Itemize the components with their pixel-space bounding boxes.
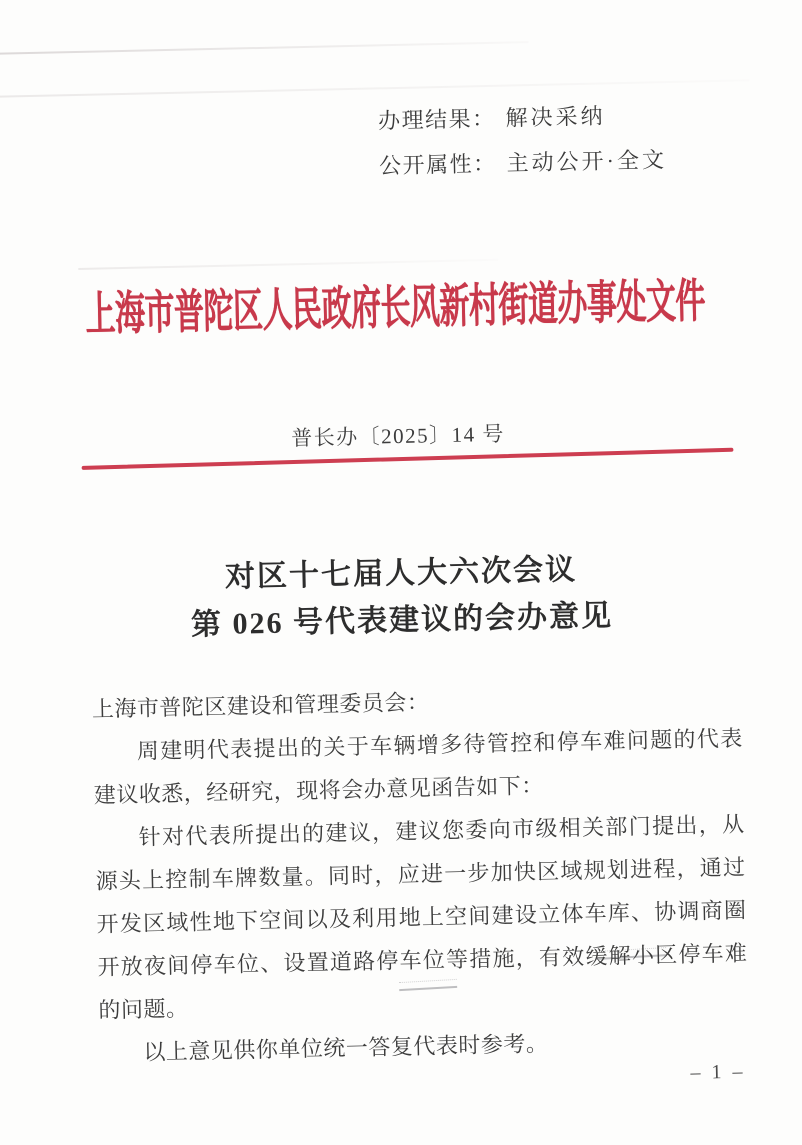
processing-result-value: 解决采纳	[505, 103, 606, 131]
publicity-line	[379, 137, 668, 188]
body-line: 针对代表所提出的建议，建议您委向市级相关部门提出，从	[138, 811, 745, 850]
body-line: 源头上控制车牌数量。同时，应进一步加快区域规划进程，通过	[95, 854, 746, 894]
processing-meta-block	[378, 92, 668, 188]
body-line: 的问题。	[98, 995, 189, 1023]
document-body	[91, 674, 749, 1075]
processing-result-line	[378, 92, 667, 143]
document-title-line2: 第 026 号代表建议的会办意见	[190, 599, 614, 642]
publicity-value: 主动公开·全文	[506, 147, 668, 176]
publicity-label: 公开属性：	[378, 150, 497, 179]
body-line: 以上意见供你单位统一答复代表时参考。	[143, 1030, 549, 1065]
body-line: 开发区域性地下空间以及利用地上空间建设立体车库、协调商圈	[96, 897, 747, 937]
processing-result-label: 办理结果：	[377, 105, 496, 134]
scan-streak-artifact	[0, 41, 528, 55]
document-title	[0, 541, 802, 652]
body-line: 周建明代表提出的关于车辆增多待管控和停车难问题的代表	[136, 725, 743, 764]
document-number: 普长办〔2025〕14 号	[290, 421, 506, 451]
body-line: 建议收悉，经研究，现将会办意见函告如下：	[93, 772, 544, 808]
letterhead-title: 上海市普陀区人民政府长风新村街道办事处文件	[85, 276, 706, 341]
document-title-line1: 对区十七届人大六次会议	[224, 553, 578, 594]
body-line-salutation: 上海市普陀区建设和管理委员会：	[91, 689, 430, 722]
body-line: 开放夜间停车位、设置道路停车位等措施，有效缓解小区停车难	[97, 940, 748, 980]
page-number: – 1 –	[690, 1060, 746, 1084]
